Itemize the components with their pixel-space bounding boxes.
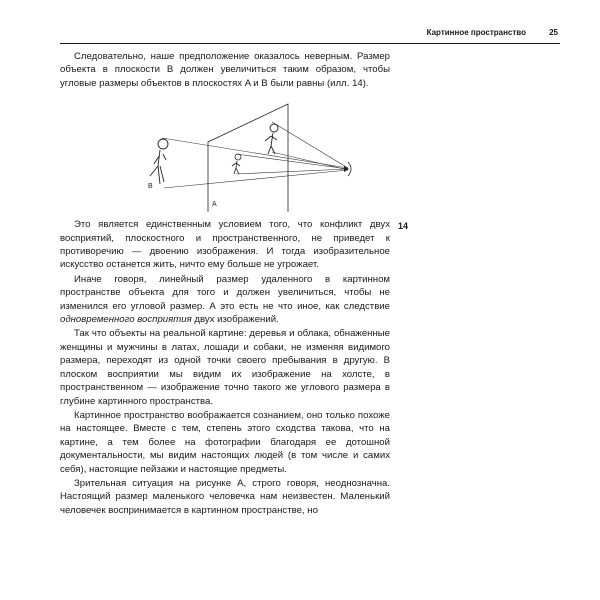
header-rule xyxy=(60,43,560,44)
sight-line xyxy=(236,154,348,169)
page-number: 25 xyxy=(549,28,558,37)
paragraph-4: Так что объекты на реальной картине: деревья и облака, обнаженные женщины и мужчины в латах, лошади и собаки, не изменяя видимого размера, переходят из одной точки своего пребывания в другую. В плоском восприятии мы видим их изображение на холсте, в пространственном — изображение точно такого же углового размера в глубине картинного пространства. xyxy=(60,328,390,407)
picture-plane-a xyxy=(208,104,288,212)
paragraph-1: Следовательно, наше предположение оказалось неверным. Размер объекта в плоскости B должен увеличиться таким образом, чтобы угловые размеры объектов в плоскостях A и B были равны (илл. 14). xyxy=(60,51,390,89)
perspective-illustration xyxy=(60,94,390,212)
paragraph-6: Зрительная ситуация на рисунке А, строго говоря, неоднозначна. Настоящий размер маленького человечка нам неизвестен. Маленький человечек воспринимается в картинном пространстве, но xyxy=(60,477,390,516)
figure-large xyxy=(150,139,168,184)
plane-a-label: A xyxy=(212,201,217,209)
text-column xyxy=(60,50,390,517)
paragraph-3-emphasis: одновременного восприятия xyxy=(60,314,192,326)
paragraph-3 xyxy=(60,273,390,327)
plane-b-label: B xyxy=(148,183,153,191)
figure-number: 14 xyxy=(398,221,409,231)
figure-far xyxy=(265,124,278,154)
running-header-title: Картинное пространство xyxy=(426,28,526,37)
illustration-drawing xyxy=(60,94,390,212)
running-header xyxy=(60,28,560,42)
sight-line xyxy=(164,170,348,188)
paragraph-5: Картинное пространство воображается сознанием, оно только похоже на настоящее. Вместе с тем, степень этого сходства такова, что на картине, а тем более на фотографии благодаря ее дотошной документальности, мы видим настоящих людей (в том числе и самих себя), настоящие пейзажи и настоящие предметы. xyxy=(60,409,390,475)
paragraph-2: Это является единственным условием того, что конфликт двух восприятий, плоскостного и пространственного, не приведет к противоречию — двоению изображения. И тогда изобразительное искусство останется жить, ничто ему больше не угрожает. xyxy=(60,219,390,271)
paragraph-3-end: двух изображений. xyxy=(191,314,279,326)
figure-small xyxy=(232,154,241,174)
paragraph-3-text: Иначе говоря, линейный размер удаленного в картинном пространстве объекта для того и должен увеличиться, чтобы не изменился его угловой размер. А это есть не что иное, как следствие xyxy=(60,273,390,312)
